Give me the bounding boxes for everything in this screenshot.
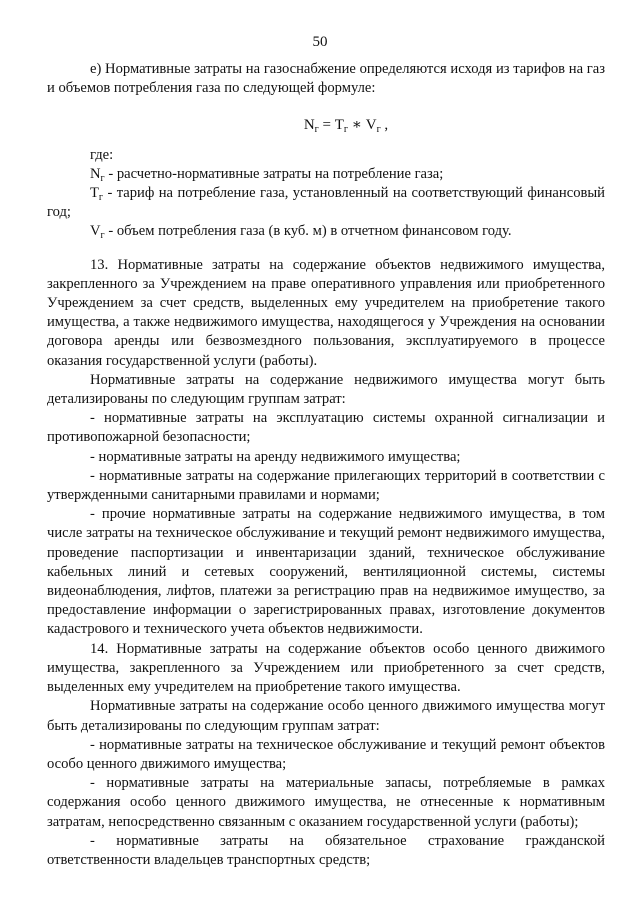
formula-v: V [365,117,377,134]
def-v-text: - объем потребления газа (в куб. м) в отчетном финансовом году. [108,223,512,240]
paragraph-14: 14. Нормативные затраты на содержание объектов особо ценного движимого имущества, закрепленного за Учреждением или приобретенного за счет средств, выделенных ему учредителем на приобретение такого имущества. [47,640,605,696]
def-t-text: - тариф на потребление газа, установленный на соответствующий финансовый год; [47,185,605,221]
definition-n [47,165,605,184]
list-item-territories: - нормативные затраты на содержание прилегающих территорий в соответствии с утвержденными санитарными правилами и нормами; [47,467,605,504]
formula-t-sub: г [343,124,349,136]
section-gap [47,242,605,256]
paragraph-14-groups: Нормативные затраты на содержание особо ценного движимого имущества могут быть детализированы по следующим группам затрат: [47,698,605,734]
paragraph-13: 13. Нормативные затраты на содержание объектов недвижимого имущества, закрепленного за Учреждением на праве оперативного управления или приобретенного Учреждением за счет средств, выделенных ему учредителем на приобретение такого имущества, а также недвижимого имущества, находящегося у Учреждения на основании договора аренды или безвозмездного пользования, эксплуатируемого в процессе оказания государственной услуги (работы). [47,256,605,369]
list-item-materials: - нормативные затраты на материальные запасы, потребляемые в рамках содержания особо ценного движимого имущества, не отнесенные к нормативным затратам, непосредственно связанным с оказанием государственной услуги (работы); [47,775,605,830]
formula-eq: = [318,117,335,134]
formula-tail: , [380,117,389,134]
definition-t [47,184,605,222]
def-v-symbol: V [90,223,101,240]
formula-n: N [303,117,315,134]
def-n-text: - расчетно-нормативные затраты на потребление газа; [108,165,444,182]
paragraph-13-groups: Нормативные затраты на содержание недвижимого имущества могут быть детализированы по следующим группам затрат: [47,371,605,408]
formula-n-sub: г [314,124,319,136]
def-t-sub: г [98,192,104,204]
gas-formula [47,116,605,135]
formula-t: T [334,117,344,134]
list-item-insurance: - нормативные затраты на обязательное страхование гражданской ответственности владельцев транспортных средств; [47,832,605,868]
def-t-symbol: T [90,185,99,202]
list-item-maintenance: - нормативные затраты на техническое обслуживание и текущий ремонт объектов особо ценного движимого имущества; [47,736,605,772]
paragraph-gas-intro: е) Нормативные затраты на газоснабжение определяются исходя из тарифов на газ и объемов потребления газа по следующей формуле: [47,61,605,97]
formula-mul: ∗ [348,117,366,134]
list-item-rent: - нормативные затраты на аренду недвижимого имущества; [90,448,461,465]
list-item-other: - прочие нормативные затраты на содержание недвижимого имущества, в том числе затраты на техническое обслуживание и текущий ремонт недвижимого имущества, проведение паспортизации и инвентаризации зданий, техническое обслуживание кабельных линий и сетевых сооружений, вентиляционной системы, системы видеонаблюдения, лифтов, платежи за регистрацию прав на недвижимое имущество, за предоставление информации о зарегистрированных правах, изготовление документов кадастрового и технического учета объектов недвижимости. [47,506,605,638]
page-number: 50 [312,34,328,50]
definition-v [47,222,605,241]
list-item-security: - нормативные затраты на эксплуатацию системы охранной сигнализации и противопожарной безопасности; [47,410,605,446]
where-label: где: [90,146,114,163]
def-n-sub: г [100,172,105,184]
def-v-sub: г [100,230,105,242]
document-body [47,60,605,870]
def-n-symbol: N [90,165,101,182]
formula-v-sub: г [376,124,381,136]
